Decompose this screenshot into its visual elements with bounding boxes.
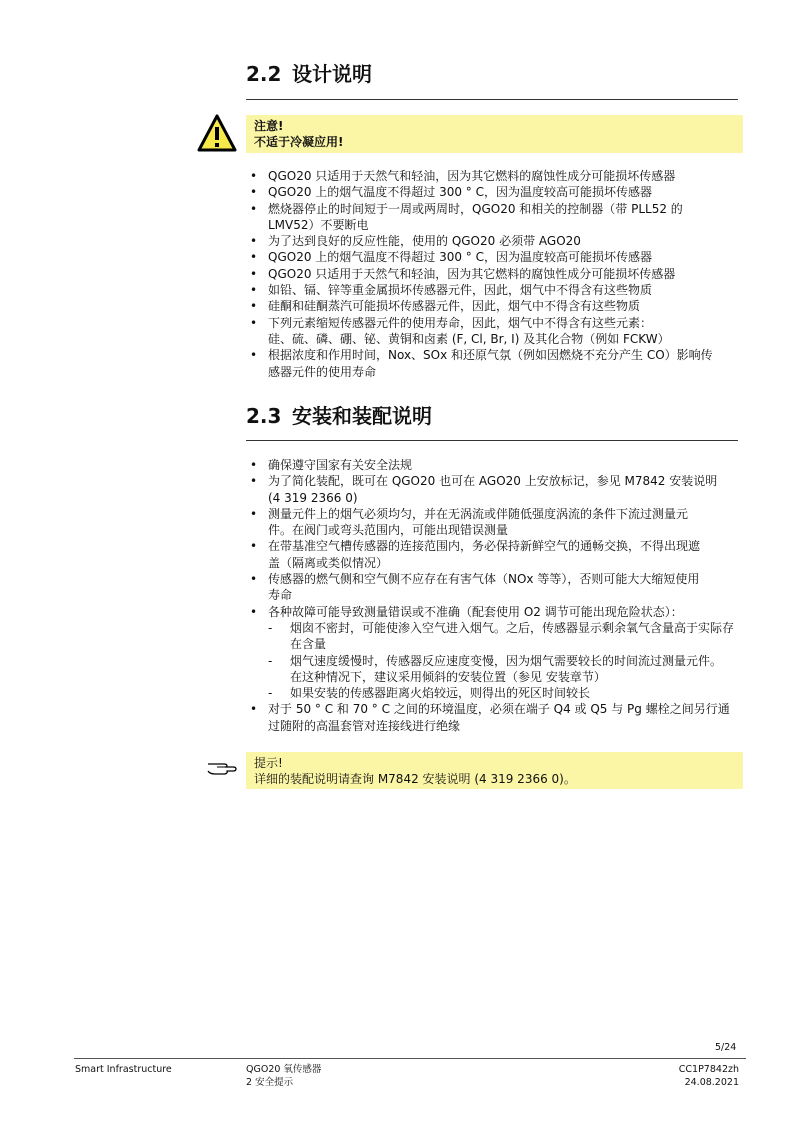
section-rule: [246, 99, 738, 100]
warning-text: 不适于冷凝应用!: [254, 135, 344, 149]
list-item: [246, 233, 746, 249]
list-item: [246, 282, 746, 298]
list-item: [246, 604, 746, 702]
sub-list-item: [268, 653, 746, 686]
list-item-line: 硅、硫、磷、硼、铋、黄铜和卤素 (F, Cl, Br, I) 及其化合物（例如 FCKW）: [268, 331, 670, 346]
sub-list-item: [268, 620, 746, 653]
warning-box: [246, 115, 743, 153]
installation-bullet-list: [246, 457, 746, 734]
list-item: [246, 298, 746, 314]
dash-marker: -: [268, 620, 273, 635]
section-title-2-2: [246, 58, 372, 87]
list-item-line: • 确保遵守国家有关安全法规: [268, 458, 413, 472]
dash-marker: -: [268, 686, 273, 701]
list-item-line: • 硅酮和硅酮蒸汽可能损坏传感器元件，因此，烟气中不得含有这些物质: [268, 299, 641, 314]
list-item: [246, 538, 746, 571]
list-item-line: • QGO20 上的烟气温度不得超过 300 ° C，因为温度较高可能损坏传感器: [268, 250, 653, 265]
list-item-line: 件。在阀门或弯头范围内，可能出现错误测量: [268, 523, 509, 538]
list-item-line: • 根据浓度和作用时间，Nox、SOx 和还原气氛（例如因燃烧不充分产生 CO）影响传: [268, 348, 713, 363]
list-item: [246, 347, 746, 380]
footer-date: 24.08.2021: [684, 1077, 739, 1088]
list-item-line: • 测量元件上的烟气必须均匀，并在无涡流或伴随低强度涡流的条件下流过测量元: [268, 506, 689, 521]
hint-title: 提示!: [254, 756, 283, 770]
list-item-line: • 对于 50 ° C 和 70 ° C 之间的环境温度，必须在端子 Q4 或 Q5 与 Pg 螺栓之间另行通: [268, 702, 730, 717]
list-item-line: • 为了达到良好的反应性能，使用的 QGO20 必须带 AGO20: [268, 234, 581, 249]
sub-list-item-line: 在含量: [290, 637, 327, 652]
page-number: 5/24: [715, 1042, 737, 1053]
footer-company: Smart Infrastructure: [75, 1064, 172, 1075]
sub-list-item-line: 烟囱不密封，可能使渗入空气进入烟气。之后，传感器显示剩余氧气含量高于实际存: [290, 620, 735, 635]
hint-text: 详细的装配说明请查询 M7842 安装说明 (4 319 2366 0)。: [254, 772, 576, 786]
list-item-line: • QGO20 上的烟气温度不得超过 300 ° C，因为温度较高可能损坏传感器: [268, 185, 653, 200]
list-item-line: 寿命: [268, 588, 293, 603]
list-item: [246, 701, 746, 734]
list-item-line: • QGO20 只适用于天然气和轻油，因为其它燃料的腐蚀性成分可能损坏传感器: [268, 169, 676, 183]
footer-doc-id: CC1P7842zh: [678, 1064, 739, 1075]
list-item-line: • 下列元素缩短传感器元件的使用寿命，因此，烟气中不得含有这些元素：: [268, 315, 653, 330]
list-item: [246, 168, 746, 184]
warning-triangle-icon: [197, 114, 237, 152]
list-item-line: • 各种故障可能导致测量错误或不准确（配套使用 O2 调节可能出现危险状态）：: [268, 604, 683, 619]
footer-chapter: 2 安全提示: [246, 1077, 294, 1088]
list-item-line: 过随附的高温套管对连接线进行绝缘: [268, 718, 461, 733]
list-item: [246, 571, 746, 604]
sub-list-item: [268, 685, 746, 701]
section-title-2-3: [246, 400, 432, 429]
list-item: [246, 506, 746, 539]
list-item-line: LMV52）不要断电: [268, 217, 369, 232]
list-item-line: • 传感器的燃气侧和空气侧不应存在有害气体（NOx 等等），否则可能大大缩短使用: [268, 572, 700, 587]
list-item: [246, 201, 746, 234]
sub-list-item-line: 如果安装的传感器距离火焰较远，则得出的死区时间较长: [290, 686, 591, 701]
section-rule: [246, 440, 738, 441]
pointing-hand-icon: [207, 757, 237, 777]
hint-box: [246, 752, 743, 789]
list-item-line: • 为了简化装配，既可在 QGO20 也可在 AGO20 上安放标记，参见 M7842 安装说明: [268, 474, 718, 489]
sub-list-item-line: 在这种情况下，建议采用倾斜的安装位置（参见 安装章节）: [290, 669, 606, 684]
list-item-line: • 在带基准空气槽传感器的连接范围内，务必保持新鲜空气的通畅交换，不得出现遮: [268, 539, 701, 554]
warning-title: 注意!: [254, 119, 284, 133]
footer-product: QGO20 氧传感器: [246, 1064, 322, 1075]
list-item: [246, 266, 746, 282]
list-item-line: 感器元件的使用寿命: [268, 364, 377, 379]
dash-marker: -: [268, 653, 273, 668]
list-item: [246, 457, 746, 473]
list-item: [246, 249, 746, 265]
list-item-line: • QGO20 只适用于天然气和轻油，因为其它燃料的腐蚀性成分可能损坏传感器: [268, 266, 676, 281]
section-number: 2.3: [246, 404, 282, 428]
list-item-line: 盖（隔离或类似情况）: [268, 555, 389, 570]
list-item-line: (4 319 2366 0): [268, 490, 358, 505]
design-bullet-list: [246, 168, 746, 380]
list-item: [246, 473, 746, 506]
list-item-line: • 燃烧器停止的时间短于一周或两周时，QGO20 和相关的控制器（带 PLL52 的: [268, 201, 683, 216]
section-title-text: 安装和装配说明: [292, 404, 432, 428]
list-item: [246, 315, 746, 348]
list-item: [246, 184, 746, 200]
section-title-text: 设计说明: [292, 62, 372, 86]
section-number: 2.2: [246, 62, 282, 86]
footer-divider: [74, 1058, 746, 1059]
sub-list-item-line: 烟气速度缓慢时，传感器反应速度变慢，因为烟气需要较长的时间流过测量元件。: [290, 653, 723, 668]
list-item-line: • 如铅、镉、锌等重金属损坏传感器元件，因此，烟气中不得含有这些物质: [268, 283, 653, 298]
